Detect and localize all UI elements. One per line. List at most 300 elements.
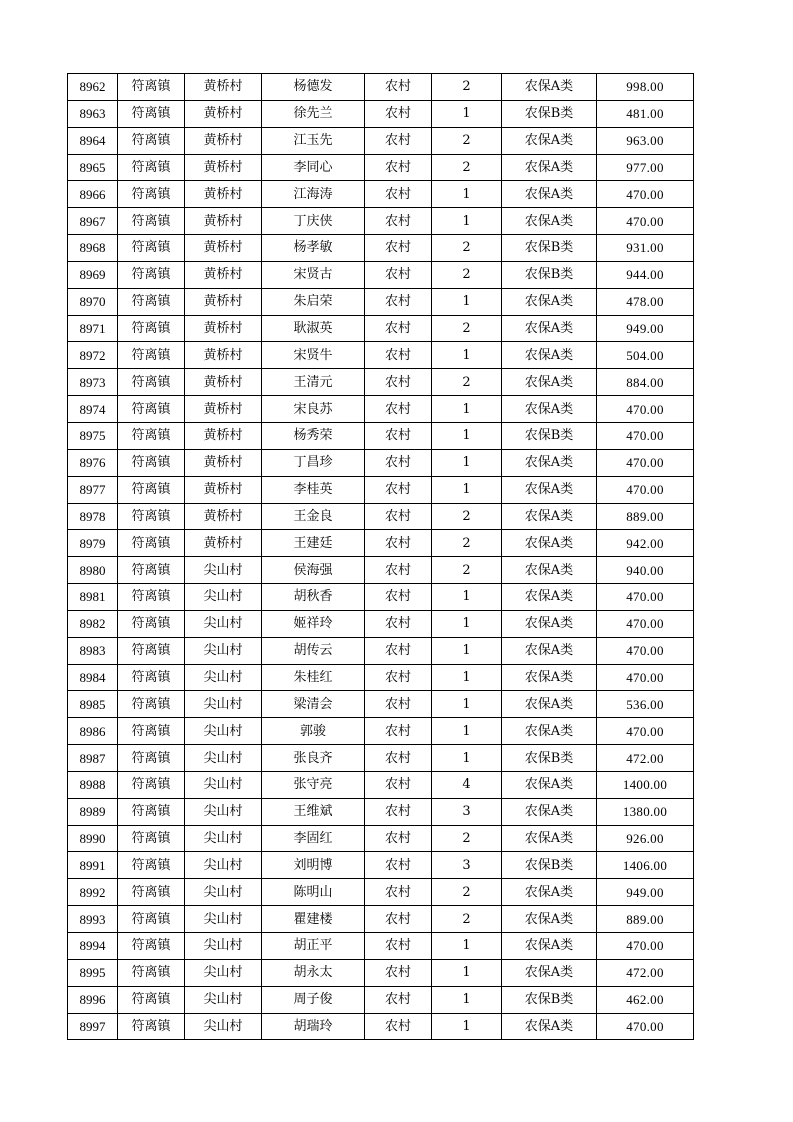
village-name-cell: 黄桥村 — [185, 342, 262, 369]
insurance-category-cell: 农保A类 — [502, 74, 597, 101]
village-name-cell: 黄桥村 — [185, 288, 262, 315]
person-count-cell: 1 — [432, 933, 502, 960]
person-name-cell: 杨孝敏 — [262, 235, 365, 262]
village-name-cell: 黄桥村 — [185, 396, 262, 423]
person-count-cell: 1 — [432, 1013, 502, 1040]
insurance-category-cell: 农保A类 — [502, 718, 597, 745]
town-name-cell: 符离镇 — [118, 959, 185, 986]
table-row — [68, 100, 694, 127]
person-name-cell: 梁清会 — [262, 691, 365, 718]
table-row — [68, 1013, 694, 1040]
village-name-cell: 尖山村 — [185, 798, 262, 825]
record-number-cell: 8993 — [68, 906, 118, 933]
amount-cell: 926.00 — [597, 825, 694, 852]
amount-cell: 470.00 — [597, 664, 694, 691]
person-count-cell: 2 — [432, 315, 502, 342]
village-name-cell: 尖山村 — [185, 691, 262, 718]
town-name-cell: 符离镇 — [118, 530, 185, 557]
town-name-cell: 符离镇 — [118, 100, 185, 127]
insurance-category-cell: 农保A类 — [502, 181, 597, 208]
record-number-cell: 8984 — [68, 664, 118, 691]
table-row — [68, 74, 694, 101]
insurance-category-cell: 农保A类 — [502, 154, 597, 181]
person-name-cell: 江海涛 — [262, 181, 365, 208]
person-name-cell: 杨秀荣 — [262, 422, 365, 449]
amount-cell: 1406.00 — [597, 852, 694, 879]
town-name-cell: 符离镇 — [118, 342, 185, 369]
amount-cell: 472.00 — [597, 959, 694, 986]
record-number-cell: 8994 — [68, 933, 118, 960]
insurance-category-cell: 农保A类 — [502, 771, 597, 798]
town-name-cell: 符离镇 — [118, 986, 185, 1013]
record-number-cell: 8968 — [68, 235, 118, 262]
household-type-cell: 农村 — [365, 959, 432, 986]
person-count-cell: 1 — [432, 422, 502, 449]
village-name-cell: 尖山村 — [185, 906, 262, 933]
person-count-cell: 2 — [432, 74, 502, 101]
record-number-cell: 8983 — [68, 637, 118, 664]
person-count-cell: 1 — [432, 100, 502, 127]
village-name-cell: 黄桥村 — [185, 154, 262, 181]
town-name-cell: 符离镇 — [118, 745, 185, 772]
amount-cell: 931.00 — [597, 235, 694, 262]
table-row — [68, 637, 694, 664]
record-number-cell: 8982 — [68, 610, 118, 637]
amount-cell: 472.00 — [597, 745, 694, 772]
table-row — [68, 986, 694, 1013]
person-count-cell: 1 — [432, 691, 502, 718]
household-type-cell: 农村 — [365, 745, 432, 772]
person-name-cell: 耿淑英 — [262, 315, 365, 342]
village-name-cell: 黄桥村 — [185, 530, 262, 557]
person-count-cell: 2 — [432, 503, 502, 530]
town-name-cell: 符离镇 — [118, 154, 185, 181]
person-name-cell: 朱桂红 — [262, 664, 365, 691]
town-name-cell: 符离镇 — [118, 181, 185, 208]
person-name-cell: 李桂英 — [262, 476, 365, 503]
record-number-cell: 8997 — [68, 1013, 118, 1040]
household-type-cell: 农村 — [365, 986, 432, 1013]
record-number-cell: 8985 — [68, 691, 118, 718]
household-type-cell: 农村 — [365, 1013, 432, 1040]
record-number-cell: 8978 — [68, 503, 118, 530]
amount-cell: 944.00 — [597, 261, 694, 288]
person-name-cell: 胡正平 — [262, 933, 365, 960]
village-name-cell: 黄桥村 — [185, 422, 262, 449]
record-number-cell: 8990 — [68, 825, 118, 852]
town-name-cell: 符离镇 — [118, 261, 185, 288]
record-number-cell: 8970 — [68, 288, 118, 315]
person-count-cell: 3 — [432, 798, 502, 825]
records-table — [67, 73, 694, 1040]
person-count-cell: 1 — [432, 208, 502, 235]
table-row — [68, 584, 694, 611]
amount-cell: 470.00 — [597, 1013, 694, 1040]
person-count-cell: 2 — [432, 261, 502, 288]
amount-cell: 942.00 — [597, 530, 694, 557]
household-type-cell: 农村 — [365, 127, 432, 154]
household-type-cell: 农村 — [365, 637, 432, 664]
table-row — [68, 879, 694, 906]
insurance-category-cell: 农保A类 — [502, 396, 597, 423]
person-name-cell: 陈明山 — [262, 879, 365, 906]
person-count-cell: 1 — [432, 181, 502, 208]
table-row — [68, 396, 694, 423]
village-name-cell: 尖山村 — [185, 557, 262, 584]
person-count-cell: 1 — [432, 476, 502, 503]
amount-cell: 1400.00 — [597, 771, 694, 798]
person-name-cell: 胡秋香 — [262, 584, 365, 611]
record-number-cell: 8986 — [68, 718, 118, 745]
table-row — [68, 288, 694, 315]
person-name-cell: 胡永太 — [262, 959, 365, 986]
insurance-category-cell: 农保A类 — [502, 208, 597, 235]
table-row — [68, 530, 694, 557]
person-count-cell: 1 — [432, 637, 502, 664]
household-type-cell: 农村 — [365, 503, 432, 530]
insurance-category-cell: 农保B类 — [502, 745, 597, 772]
person-name-cell: 瞿建楼 — [262, 906, 365, 933]
table-row — [68, 208, 694, 235]
records-body — [68, 74, 694, 1040]
person-count-cell: 2 — [432, 154, 502, 181]
record-number-cell: 8973 — [68, 369, 118, 396]
person-count-cell: 2 — [432, 825, 502, 852]
town-name-cell: 符离镇 — [118, 664, 185, 691]
person-name-cell: 张良齐 — [262, 745, 365, 772]
person-count-cell: 1 — [432, 584, 502, 611]
record-number-cell: 8967 — [68, 208, 118, 235]
insurance-category-cell: 农保A类 — [502, 959, 597, 986]
household-type-cell: 农村 — [365, 584, 432, 611]
town-name-cell: 符离镇 — [118, 315, 185, 342]
amount-cell: 478.00 — [597, 288, 694, 315]
amount-cell: 470.00 — [597, 208, 694, 235]
person-count-cell: 1 — [432, 342, 502, 369]
amount-cell: 949.00 — [597, 315, 694, 342]
town-name-cell: 符离镇 — [118, 610, 185, 637]
village-name-cell: 尖山村 — [185, 852, 262, 879]
person-count-cell: 2 — [432, 530, 502, 557]
village-name-cell: 尖山村 — [185, 771, 262, 798]
household-type-cell: 农村 — [365, 154, 432, 181]
amount-cell: 504.00 — [597, 342, 694, 369]
town-name-cell: 符离镇 — [118, 74, 185, 101]
table-row — [68, 718, 694, 745]
village-name-cell: 黄桥村 — [185, 503, 262, 530]
household-type-cell: 农村 — [365, 798, 432, 825]
household-type-cell: 农村 — [365, 449, 432, 476]
table-row — [68, 315, 694, 342]
table-row — [68, 476, 694, 503]
household-type-cell: 农村 — [365, 342, 432, 369]
record-number-cell: 8987 — [68, 745, 118, 772]
village-name-cell: 尖山村 — [185, 933, 262, 960]
person-name-cell: 王清元 — [262, 369, 365, 396]
household-type-cell: 农村 — [365, 718, 432, 745]
amount-cell: 470.00 — [597, 610, 694, 637]
table-row — [68, 798, 694, 825]
town-name-cell: 符离镇 — [118, 557, 185, 584]
record-number-cell: 8969 — [68, 261, 118, 288]
village-name-cell: 尖山村 — [185, 825, 262, 852]
table-row — [68, 503, 694, 530]
village-name-cell: 黄桥村 — [185, 208, 262, 235]
amount-cell: 884.00 — [597, 369, 694, 396]
household-type-cell: 农村 — [365, 691, 432, 718]
insurance-category-cell: 农保B类 — [502, 261, 597, 288]
amount-cell: 949.00 — [597, 879, 694, 906]
insurance-category-cell: 农保B类 — [502, 422, 597, 449]
insurance-category-cell: 农保A类 — [502, 906, 597, 933]
table-row — [68, 959, 694, 986]
village-name-cell: 尖山村 — [185, 959, 262, 986]
village-name-cell: 黄桥村 — [185, 449, 262, 476]
person-count-cell: 4 — [432, 771, 502, 798]
table-row — [68, 127, 694, 154]
insurance-category-cell: 农保A类 — [502, 315, 597, 342]
household-type-cell: 农村 — [365, 235, 432, 262]
person-count-cell: 1 — [432, 718, 502, 745]
person-name-cell: 宋贤牛 — [262, 342, 365, 369]
village-name-cell: 尖山村 — [185, 879, 262, 906]
insurance-category-cell: 农保A类 — [502, 879, 597, 906]
insurance-category-cell: 农保A类 — [502, 664, 597, 691]
amount-cell: 977.00 — [597, 154, 694, 181]
person-count-cell: 2 — [432, 235, 502, 262]
town-name-cell: 符离镇 — [118, 825, 185, 852]
record-number-cell: 8980 — [68, 557, 118, 584]
record-number-cell: 8988 — [68, 771, 118, 798]
insurance-category-cell: 农保A类 — [502, 637, 597, 664]
amount-cell: 1380.00 — [597, 798, 694, 825]
village-name-cell: 黄桥村 — [185, 369, 262, 396]
table-row — [68, 771, 694, 798]
person-count-cell: 1 — [432, 986, 502, 1013]
amount-cell: 536.00 — [597, 691, 694, 718]
household-type-cell: 农村 — [365, 664, 432, 691]
amount-cell: 998.00 — [597, 74, 694, 101]
household-type-cell: 农村 — [365, 100, 432, 127]
person-name-cell: 宋贤古 — [262, 261, 365, 288]
village-name-cell: 尖山村 — [185, 745, 262, 772]
insurance-category-cell: 农保A类 — [502, 933, 597, 960]
table-row — [68, 610, 694, 637]
person-count-cell: 2 — [432, 127, 502, 154]
household-type-cell: 农村 — [365, 208, 432, 235]
person-name-cell: 郭骏 — [262, 718, 365, 745]
person-count-cell: 1 — [432, 745, 502, 772]
town-name-cell: 符离镇 — [118, 503, 185, 530]
insurance-category-cell: 农保B类 — [502, 986, 597, 1013]
town-name-cell: 符离镇 — [118, 476, 185, 503]
town-name-cell: 符离镇 — [118, 369, 185, 396]
town-name-cell: 符离镇 — [118, 208, 185, 235]
person-name-cell: 侯海强 — [262, 557, 365, 584]
insurance-category-cell: 农保A类 — [502, 584, 597, 611]
town-name-cell: 符离镇 — [118, 127, 185, 154]
person-name-cell: 宋良苏 — [262, 396, 365, 423]
insurance-category-cell: 农保A类 — [502, 476, 597, 503]
person-name-cell: 姬祥玲 — [262, 610, 365, 637]
amount-cell: 470.00 — [597, 718, 694, 745]
amount-cell: 963.00 — [597, 127, 694, 154]
town-name-cell: 符离镇 — [118, 288, 185, 315]
table-row — [68, 369, 694, 396]
table-row — [68, 825, 694, 852]
town-name-cell: 符离镇 — [118, 852, 185, 879]
village-name-cell: 黄桥村 — [185, 181, 262, 208]
amount-cell: 470.00 — [597, 396, 694, 423]
table-row — [68, 342, 694, 369]
household-type-cell: 农村 — [365, 288, 432, 315]
table-row — [68, 181, 694, 208]
household-type-cell: 农村 — [365, 396, 432, 423]
village-name-cell: 黄桥村 — [185, 74, 262, 101]
insurance-category-cell: 农保A类 — [502, 127, 597, 154]
household-type-cell: 农村 — [365, 315, 432, 342]
record-number-cell: 8981 — [68, 584, 118, 611]
table-row — [68, 906, 694, 933]
town-name-cell: 符离镇 — [118, 879, 185, 906]
insurance-category-cell: 农保A类 — [502, 342, 597, 369]
amount-cell: 889.00 — [597, 906, 694, 933]
person-name-cell: 胡瑞玲 — [262, 1013, 365, 1040]
household-type-cell: 农村 — [365, 879, 432, 906]
amount-cell: 470.00 — [597, 933, 694, 960]
household-type-cell: 农村 — [365, 476, 432, 503]
record-number-cell: 8966 — [68, 181, 118, 208]
record-number-cell: 8975 — [68, 422, 118, 449]
table-row — [68, 852, 694, 879]
household-type-cell: 农村 — [365, 530, 432, 557]
person-name-cell: 王维斌 — [262, 798, 365, 825]
record-number-cell: 8964 — [68, 127, 118, 154]
village-name-cell: 尖山村 — [185, 718, 262, 745]
amount-cell: 470.00 — [597, 476, 694, 503]
amount-cell: 940.00 — [597, 557, 694, 584]
insurance-category-cell: 农保A类 — [502, 798, 597, 825]
table-row — [68, 235, 694, 262]
table-row — [68, 557, 694, 584]
table-row — [68, 422, 694, 449]
town-name-cell: 符离镇 — [118, 584, 185, 611]
household-type-cell: 农村 — [365, 906, 432, 933]
person-count-cell: 1 — [432, 288, 502, 315]
household-type-cell: 农村 — [365, 369, 432, 396]
person-name-cell: 杨德发 — [262, 74, 365, 101]
insurance-category-cell: 农保A类 — [502, 610, 597, 637]
person-name-cell: 王金良 — [262, 503, 365, 530]
insurance-category-cell: 农保B类 — [502, 100, 597, 127]
person-count-cell: 1 — [432, 610, 502, 637]
household-type-cell: 农村 — [365, 181, 432, 208]
person-name-cell: 张守亮 — [262, 771, 365, 798]
record-number-cell: 8974 — [68, 396, 118, 423]
town-name-cell: 符离镇 — [118, 771, 185, 798]
person-name-cell: 丁庆侠 — [262, 208, 365, 235]
insurance-category-cell: 农保A类 — [502, 449, 597, 476]
amount-cell: 462.00 — [597, 986, 694, 1013]
town-name-cell: 符离镇 — [118, 422, 185, 449]
insurance-category-cell: 农保A类 — [502, 1013, 597, 1040]
amount-cell: 470.00 — [597, 449, 694, 476]
person-name-cell: 江玉先 — [262, 127, 365, 154]
village-name-cell: 黄桥村 — [185, 235, 262, 262]
village-name-cell: 黄桥村 — [185, 315, 262, 342]
amount-cell: 470.00 — [597, 181, 694, 208]
household-type-cell: 农村 — [365, 261, 432, 288]
household-type-cell: 农村 — [365, 422, 432, 449]
person-name-cell: 王建廷 — [262, 530, 365, 557]
record-number-cell: 8963 — [68, 100, 118, 127]
person-count-cell: 1 — [432, 449, 502, 476]
amount-cell: 481.00 — [597, 100, 694, 127]
household-type-cell: 农村 — [365, 557, 432, 584]
person-name-cell: 丁昌珍 — [262, 449, 365, 476]
person-count-cell: 2 — [432, 369, 502, 396]
person-count-cell: 1 — [432, 396, 502, 423]
person-count-cell: 1 — [432, 959, 502, 986]
record-number-cell: 8972 — [68, 342, 118, 369]
person-count-cell: 1 — [432, 664, 502, 691]
record-number-cell: 8977 — [68, 476, 118, 503]
person-name-cell: 徐先兰 — [262, 100, 365, 127]
village-name-cell: 黄桥村 — [185, 100, 262, 127]
insurance-category-cell: 农保A类 — [502, 691, 597, 718]
person-count-cell: 2 — [432, 557, 502, 584]
insurance-category-cell: 农保B类 — [502, 235, 597, 262]
person-name-cell: 李同心 — [262, 154, 365, 181]
insurance-category-cell: 农保A类 — [502, 288, 597, 315]
table-row — [68, 261, 694, 288]
household-type-cell: 农村 — [365, 825, 432, 852]
village-name-cell: 尖山村 — [185, 610, 262, 637]
record-number-cell: 8962 — [68, 74, 118, 101]
person-name-cell: 胡传云 — [262, 637, 365, 664]
town-name-cell: 符离镇 — [118, 449, 185, 476]
household-type-cell: 农村 — [365, 771, 432, 798]
person-count-cell: 2 — [432, 906, 502, 933]
record-number-cell: 8996 — [68, 986, 118, 1013]
person-name-cell: 周子俊 — [262, 986, 365, 1013]
person-count-cell: 2 — [432, 879, 502, 906]
town-name-cell: 符离镇 — [118, 718, 185, 745]
record-number-cell: 8995 — [68, 959, 118, 986]
table-row — [68, 154, 694, 181]
insurance-category-cell: 农保A类 — [502, 369, 597, 396]
town-name-cell: 符离镇 — [118, 933, 185, 960]
town-name-cell: 符离镇 — [118, 906, 185, 933]
village-name-cell: 尖山村 — [185, 986, 262, 1013]
table-row — [68, 745, 694, 772]
record-number-cell: 8992 — [68, 879, 118, 906]
town-name-cell: 符离镇 — [118, 691, 185, 718]
household-type-cell: 农村 — [365, 852, 432, 879]
town-name-cell: 符离镇 — [118, 1013, 185, 1040]
person-count-cell: 3 — [432, 852, 502, 879]
person-name-cell: 刘明博 — [262, 852, 365, 879]
table-row — [68, 933, 694, 960]
village-name-cell: 尖山村 — [185, 584, 262, 611]
amount-cell: 470.00 — [597, 422, 694, 449]
person-name-cell: 朱启荣 — [262, 288, 365, 315]
village-name-cell: 黄桥村 — [185, 261, 262, 288]
table-row — [68, 449, 694, 476]
household-type-cell: 农村 — [365, 610, 432, 637]
village-name-cell: 尖山村 — [185, 1013, 262, 1040]
record-number-cell: 8971 — [68, 315, 118, 342]
